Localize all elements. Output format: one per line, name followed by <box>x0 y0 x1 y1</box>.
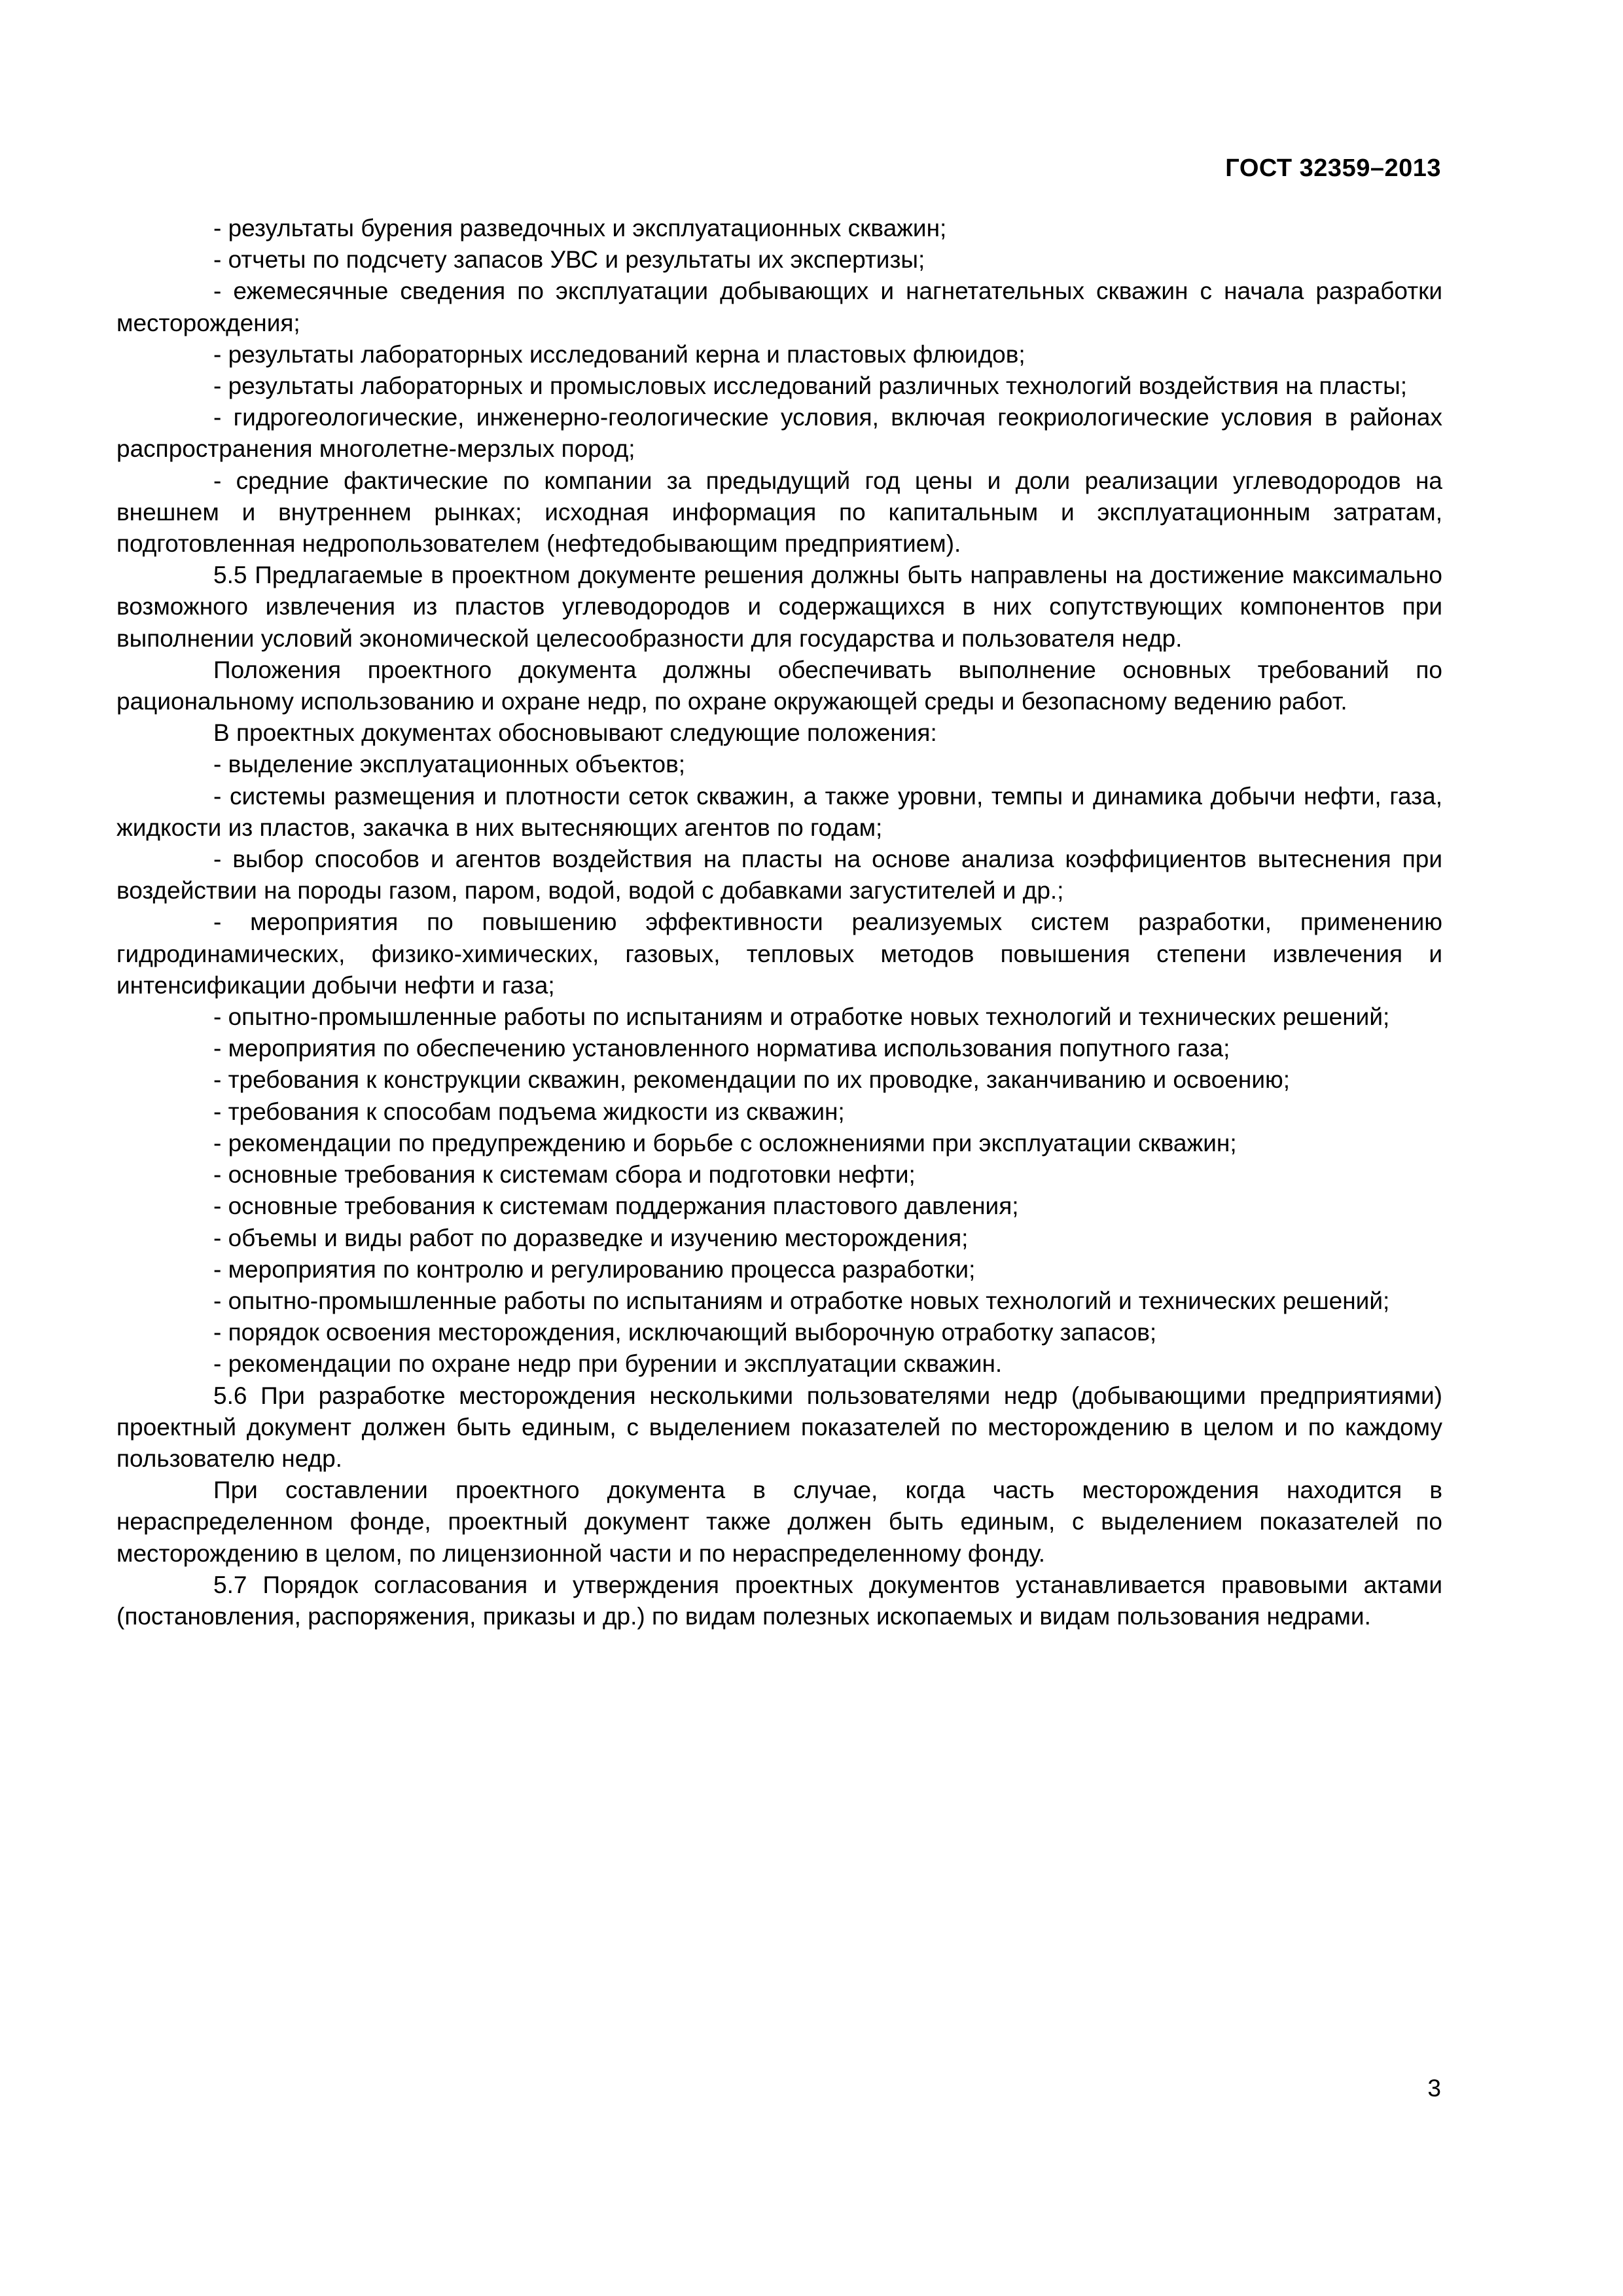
list-item: - рекомендации по предупреждению и борьбе с осложнениями при эксплуатации скважин; <box>213 1129 1237 1157</box>
list-item: - опытно-промышленные работы по испытаниям и отработке новых технологий и технических решений; <box>213 1287 1390 1314</box>
list-item: - мероприятия по повышению эффективности реализуемых систем разработки, применению гидродинамических, физико-химических, газовых, тепловых методов повышения степени извлечения и интенсификации добычи нефти и газа; <box>116 908 1442 999</box>
list-item: - основные требования к системам поддержания пластового давления; <box>213 1193 1019 1220</box>
standard-code-header: ГОСТ 32359–2013 <box>1225 154 1441 182</box>
page-number: 3 <box>1427 2075 1441 2102</box>
list-item: - порядок освоения месторождения, исключающий выборочную отработку запасов; <box>213 1319 1157 1346</box>
list-item: - рекомендации по охране недр при бурении и эксплуатации скважин. <box>213 1350 1003 1378</box>
clause-paragraph: 5.7 Порядок согласования и утверждения проектных документов устанавливается правовыми актами (постановления, распоряжения, приказы и др.) по видам полезных ископаемых и видам пользования недрами. <box>116 1571 1442 1630</box>
list-item: - результаты лабораторных и промысловых исследований различных технологий воздействия на пласты; <box>213 372 1407 400</box>
list-item: - выделение эксплуатационных объектов; <box>213 751 686 778</box>
body-paragraph: Положения проектного документа должны обеспечивать выполнение основных требований по рациональному использованию и охране недр, по охране окружающей среды и безопасному ведению работ. <box>116 656 1442 715</box>
list-item: - основные требования к системам сбора и подготовки нефти; <box>213 1161 916 1189</box>
body-paragraph: При составлении проектного документа в случае, когда часть месторождения находится в нераспределенном фонде, проектный документ также должен быть единым, с выделением показателей по месторождению в целом, по лицензионной части и по нераспределенному фонду. <box>116 1477 1442 1567</box>
document-body <box>116 213 1442 1632</box>
list-item: - требования к конструкции скважин, рекомендации по их проводке, заканчиванию и освоению; <box>213 1066 1291 1094</box>
list-item: - объемы и виды работ по доразведке и изучению месторождения; <box>213 1224 969 1251</box>
list-item: - опытно-промышленные работы по испытаниям и отработке новых технологий и технических решений; <box>213 1003 1390 1031</box>
list-item: - мероприятия по контролю и регулированию процесса разработки; <box>213 1255 976 1283</box>
list-item: - требования к способам подъема жидкости из скважин; <box>213 1098 845 1125</box>
list-item: - гидрогеологические, инженерно-геологические условия, включая геокриологические условия в районах распространения многолетне-мерзлых пород; <box>116 404 1442 463</box>
list-item: - средние фактические по компании за предыдущий год цены и доли реализации углеводородов на внешнем и внутреннем рынках; исходная информация по капитальным и эксплуатационным затратам, подготовленная недропользователем (нефтедобывающим предприятием). <box>116 467 1442 558</box>
list-item: - мероприятия по обеспечению установленного норматива использования попутного газа; <box>213 1035 1230 1062</box>
list-item: - отчеты по подсчету запасов УВС и результаты их экспертизы; <box>213 246 925 274</box>
clause-paragraph: 5.5 Предлагаемые в проектном документе решения должны быть направлены на достижение максимально возможного извлечения из пластов углеводородов и содержащихся в них сопутствующих компонентов при выполнении условий экономической целесообразности для государства и пользователя недр. <box>116 562 1442 652</box>
body-paragraph: В проектных документах обосновывают следующие положения: <box>213 719 937 747</box>
list-item: - выбор способов и агентов воздействия на пласты на основе анализа коэффициентов вытеснения при воздействии на породы газом, паром, водой, водой с добавками загустителей и др.; <box>116 846 1442 905</box>
list-item: - ежемесячные сведения по эксплуатации добывающих и нагнетательных скважин с начала разработки месторождения; <box>116 278 1442 336</box>
clause-paragraph: 5.6 При разработке месторождения несколькими пользователями недр (добывающими предприятиями) проектный документ должен быть единым, с выделением показателей по месторождению в целом и по каждому пользователю недр. <box>116 1382 1442 1472</box>
list-item: - системы размещения и плотности сеток скважин, а также уровни, темпы и динамика добычи нефти, газа, жидкости из пластов, закачка в них вытесняющих агентов по годам; <box>116 782 1442 841</box>
list-item: - результаты лабораторных исследований керна и пластовых флюидов; <box>213 340 1026 368</box>
list-item: - результаты бурения разведочных и эксплуатационных скважин; <box>213 215 947 242</box>
